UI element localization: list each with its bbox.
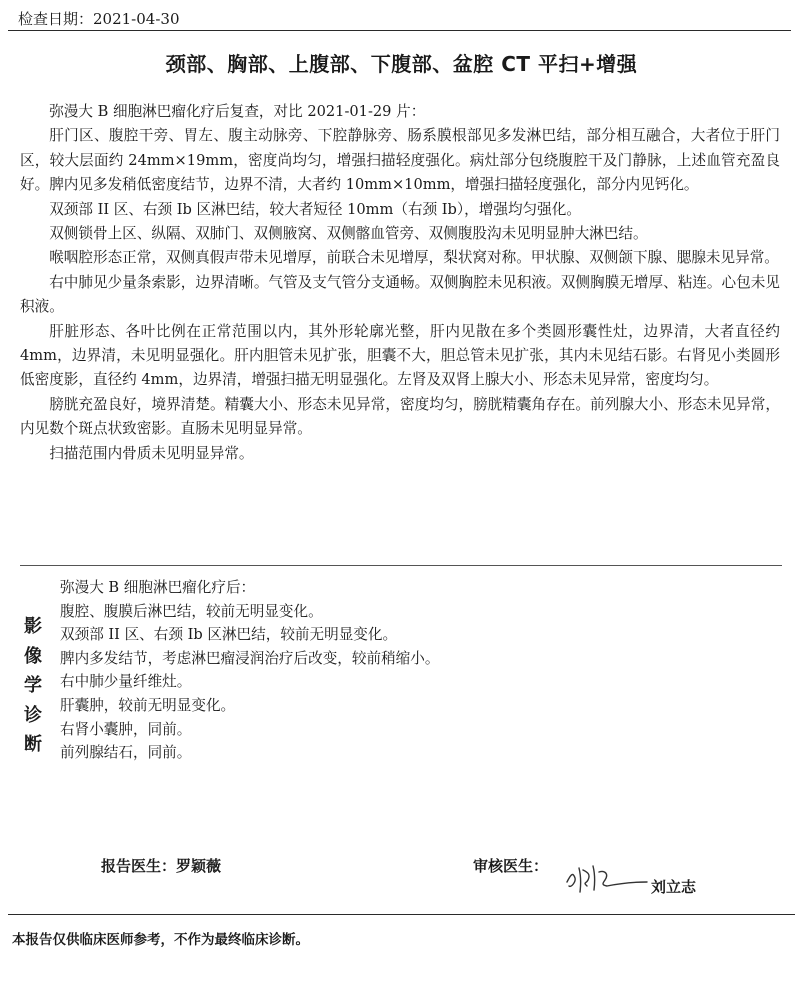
- findings-paragraph: 右中肺见少量条索影，边界清晰。气管及支气管分支通畅。双侧胸腔未见积液。双侧胸膜无增厚、粘连。心包未见积液。: [20, 273, 780, 316]
- diagnosis-line: 脾内多发结节，考虑淋巴瘤浸润治疗后改变，较前稍缩小。: [60, 649, 440, 667]
- findings-paragraph: 双颈部 II 区、右颈 Ib 区淋巴结，较大者短径 10mm（右颈 Ib），增强均匀强化。: [49, 200, 581, 218]
- section-divider: [20, 565, 782, 566]
- diagnosis-line: 肝囊肿，较前无明显变化。: [60, 696, 236, 714]
- findings-section: [20, 100, 780, 466]
- reviewing-doctor-name: 刘立志: [651, 878, 697, 896]
- diagnosis-line: 右肾小囊肿，同前。: [60, 720, 192, 738]
- diagnosis-line: 双颈部 II 区、右颈 Ib 区淋巴结，较前无明显变化。: [60, 626, 398, 644]
- bottom-divider: [8, 914, 795, 915]
- exam-date: 检查日期：2021-04-30: [18, 10, 180, 28]
- findings-paragraph: 弥漫大 B 细胞淋巴瘤化疗后复查，对比 2021-01-29 片：: [49, 103, 426, 120]
- report-title: 颈部、胸部、上腹部、下腹部、盆腔 CT 平扫+增强: [165, 52, 638, 76]
- findings-paragraph: 膀胱充盈良好，境界清楚。精囊大小、形态未见异常，密度均匀，膀胱精囊角存在。前列腺大小、形态未见异常，内见数个斑点状致密影。直肠未见明显异常。: [20, 395, 780, 438]
- findings-paragraph: 喉咽腔形态正常，双侧真假声带未见增厚，前联合未见增厚，梨状窝对称。甲状腺、双侧颌下腺、腮腺未见异常。: [49, 249, 779, 267]
- handwritten-signature: [561, 852, 653, 896]
- diagnosis-label: [20, 612, 46, 760]
- reviewing-doctor-label: 审核医生：: [473, 857, 549, 875]
- findings-paragraph: 肝门区、腹腔干旁、胃左、腹主动脉旁、下腔静脉旁、肠系膜根部见多发淋巴结，部分相互融合，大者位于肝门区，较大层面约 24mm×19mm，密度尚均匀，增强扫描轻度强化。病灶部分包绕腹腔干及门静脉，上述血管充盈良好。脾内见多发稍低密度结节，边界不清，大者约 10mm×10mm，增强扫描轻度强化，部分内见钙化。: [20, 127, 780, 194]
- diagnosis-label-char: 学: [24, 675, 42, 696]
- diagnosis-label-char: 断: [24, 734, 42, 755]
- diagnosis-label-char: 诊: [24, 704, 42, 726]
- diagnosis-label-char: 像: [24, 645, 42, 667]
- diagnosis-label-char: 影: [24, 616, 42, 637]
- diagnosis-section: [60, 576, 780, 765]
- diagnosis-line: 弥漫大 B 细胞淋巴瘤化疗后：: [60, 579, 256, 596]
- disclaimer: 本报告仅供临床医师参考，不作为最终临床诊断。: [12, 932, 309, 948]
- findings-paragraph: 双侧锁骨上区、纵隔、双肺门、双侧腋窝、双侧髂血管旁、双侧腹股沟未见明显肿大淋巴结。: [49, 225, 648, 243]
- findings-paragraph: 肝脏形态、各叶比例在正常范围以内，其外形轮廓光整，肝内见散在多个类圆形囊性灶，边界清，大者直径约 4mm，边界清，未见明显强化。肝内胆管未见扩张，胆囊不大，胆总管未见扩张，其内未见结石影。右肾见小类圆形低密度影，直径约 4mm，边界清，增强扫描无明显强化。左肾及双肾上腺大小、形态未见异常，密度均匀。: [20, 322, 780, 389]
- top-divider: [8, 30, 791, 31]
- findings-paragraph: 扫描范围内骨质未见明显异常。: [49, 444, 254, 462]
- diagnosis-line: 前列腺结石，同前。: [60, 744, 192, 762]
- diagnosis-line: 腹腔、腹膜后淋巴结，较前无明显变化。: [60, 602, 323, 620]
- reporting-doctor: 报告医生：罗颖薇: [101, 857, 222, 875]
- diagnosis-line: 右中肺少量纤维灶。: [60, 673, 192, 691]
